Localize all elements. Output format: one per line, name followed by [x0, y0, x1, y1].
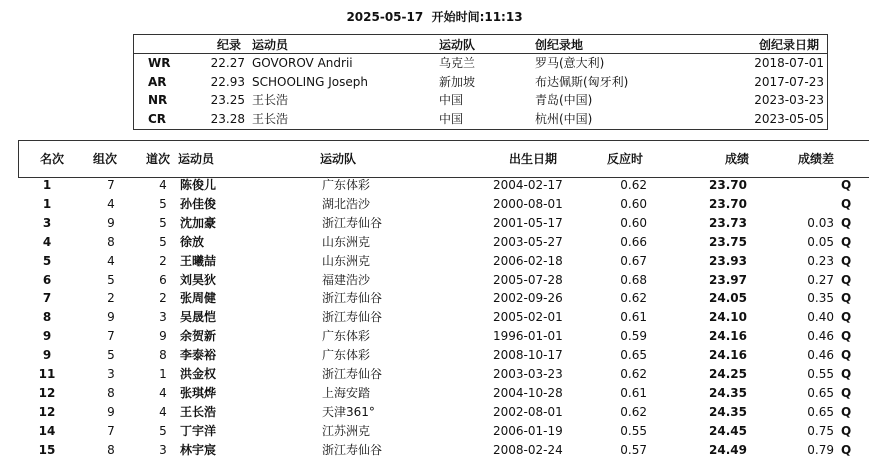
result-lane: 5: [159, 196, 167, 211]
record-team: 新加坡: [439, 74, 476, 89]
result-team: 浙江寿仙谷: [322, 310, 383, 325]
result-heat: 9: [107, 310, 115, 325]
result-rank: 6: [42, 272, 52, 287]
record-time: 22.27: [210, 56, 245, 70]
result-lane: 5: [159, 215, 167, 230]
result-diff: 0.79: [807, 442, 834, 457]
record-athlete: GOVOROV Andrii: [252, 56, 353, 70]
result-athlete: 沈加豪: [180, 215, 217, 230]
result-diff: 0.65: [807, 404, 834, 419]
record-code: CR: [148, 111, 167, 126]
record-row: [134, 91, 827, 109]
result-row: [0, 271, 869, 290]
result-row: [0, 308, 869, 327]
result-qualified: Q: [841, 291, 852, 306]
record-place: 青岛(中国): [535, 93, 593, 107]
result-lane: 9: [159, 329, 167, 344]
result-athlete: 张周健: [180, 291, 217, 306]
record-date: 2017-07-23: [754, 74, 824, 89]
record-code: NR: [148, 93, 168, 107]
record-row: [134, 110, 827, 128]
result-heat: 7: [107, 329, 115, 344]
result-team: 山东洲克: [322, 253, 371, 268]
result-reaction: 0.61: [620, 385, 647, 400]
records-col-team: 运动队: [439, 38, 476, 52]
result-team: 江苏洲克: [322, 423, 371, 438]
record-time: 23.28: [210, 111, 245, 126]
result-time: 24.25: [709, 367, 747, 381]
result-time: 24.35: [709, 385, 747, 400]
records-col-athlete: 运动员: [252, 38, 289, 52]
session-header: [0, 8, 869, 25]
result-qualified: Q: [841, 329, 852, 344]
record-time: 23.25: [210, 93, 245, 107]
record-athlete: 王长浩: [252, 111, 289, 126]
result-time: 23.70: [709, 178, 747, 192]
result-athlete: 孙佳俊: [180, 196, 217, 211]
result-team: 浙江寿仙谷: [322, 291, 383, 306]
result-reaction: 0.59: [620, 329, 647, 344]
result-birth: 2003-03-23: [493, 367, 563, 381]
result-time: 24.16: [709, 329, 747, 344]
result-row: [0, 346, 869, 365]
result-row: [0, 441, 869, 460]
result-diff: 0.03: [807, 215, 834, 230]
result-row: [0, 233, 869, 252]
result-athlete: 刘昊狄: [180, 272, 217, 287]
result-rank: 9: [42, 348, 52, 363]
result-athlete: 徐放: [180, 234, 205, 249]
record-date: 2018-07-01: [754, 56, 824, 70]
result-time: 24.49: [709, 442, 747, 457]
result-diff: 0.55: [807, 367, 834, 381]
result-lane: 3: [159, 310, 167, 325]
result-athlete: 王长浩: [180, 404, 217, 419]
record-row: [134, 54, 827, 72]
result-row: [0, 176, 869, 195]
result-row: [0, 252, 869, 271]
results-col-rank: 名次: [40, 152, 65, 166]
result-heat: 5: [107, 348, 115, 363]
result-row: [0, 195, 869, 214]
result-rank: 9: [42, 329, 52, 344]
result-time: 24.45: [709, 423, 747, 438]
result-team: 天津361°: [322, 404, 375, 419]
result-athlete: 吴晟恺: [180, 310, 217, 325]
result-time: 24.16: [709, 348, 747, 363]
result-row: [0, 214, 869, 233]
results-col-athlete: 运动员: [178, 152, 215, 166]
result-rank: 12: [38, 404, 56, 419]
result-reaction: 0.55: [620, 423, 647, 438]
result-lane: 8: [159, 348, 167, 363]
result-diff: 0.46: [807, 329, 834, 344]
record-athlete: 王长浩: [252, 93, 289, 107]
results-col-team: 运动队: [320, 152, 357, 166]
record-team: 乌克兰: [439, 56, 476, 70]
records-col-place: 创纪录地: [535, 38, 584, 52]
result-rank: 4: [42, 234, 52, 249]
result-qualified: Q: [841, 348, 852, 363]
result-rank: 5: [42, 253, 52, 268]
record-code: AR: [148, 74, 167, 89]
result-heat: 7: [107, 178, 115, 192]
result-reaction: 0.62: [620, 178, 647, 192]
result-team: 浙江寿仙谷: [322, 367, 383, 381]
record-place: 杭州(中国): [535, 111, 593, 126]
record-date: 2023-05-05: [754, 111, 824, 126]
result-time: 24.35: [709, 404, 747, 419]
result-lane: 4: [159, 178, 167, 192]
result-time: 23.97: [709, 272, 747, 287]
result-athlete: 余贺新: [180, 329, 217, 344]
result-birth: 2008-02-24: [493, 442, 563, 457]
result-row: [0, 327, 869, 346]
result-reaction: 0.57: [620, 442, 647, 457]
result-qualified: Q: [841, 442, 852, 457]
result-birth: 2008-10-17: [493, 348, 563, 363]
records-header: [134, 37, 827, 54]
result-heat: 8: [107, 442, 115, 457]
result-athlete: 陈俊儿: [180, 178, 217, 192]
result-heat: 9: [107, 215, 115, 230]
result-athlete: 洪金权: [180, 367, 217, 381]
result-birth: 2002-08-01: [493, 404, 563, 419]
result-lane: 4: [159, 404, 167, 419]
result-birth: 2004-02-17: [493, 178, 563, 192]
results-col-birth: 出生日期: [509, 152, 558, 166]
result-time: 23.75: [709, 234, 747, 249]
result-qualified: Q: [841, 404, 852, 419]
result-heat: 4: [107, 253, 115, 268]
result-rank: 15: [38, 442, 56, 457]
record-team: 中国: [439, 111, 464, 126]
record-place: 罗马(意大利): [535, 56, 605, 70]
result-athlete: 王曦喆: [180, 253, 217, 268]
result-row: [0, 365, 869, 384]
result-time: 23.93: [709, 253, 747, 268]
result-diff: 0.75: [807, 423, 834, 438]
result-qualified: Q: [841, 272, 852, 287]
result-heat: 8: [107, 385, 115, 400]
result-birth: 2004-10-28: [493, 385, 563, 400]
result-team: 福建浩沙: [322, 272, 371, 287]
result-time: 23.73: [709, 215, 747, 230]
result-rank: 3: [42, 215, 52, 230]
records-col-record: 纪录: [217, 38, 242, 52]
result-rank: 1: [42, 196, 52, 211]
result-qualified: Q: [841, 367, 852, 381]
results-col-heat: 组次: [93, 152, 118, 166]
result-birth: 1996-01-01: [493, 329, 563, 344]
session-date: 2025-05-17: [346, 10, 424, 24]
result-qualified: Q: [841, 253, 852, 268]
result-team: 广东体彩: [322, 178, 371, 192]
result-heat: 2: [107, 291, 115, 306]
result-qualified: Q: [841, 310, 852, 325]
result-qualified: Q: [841, 215, 852, 230]
result-lane: 3: [159, 442, 167, 457]
result-qualified: Q: [841, 234, 852, 249]
result-rank: 12: [38, 385, 56, 400]
result-diff: 0.40: [807, 310, 834, 325]
result-birth: 2000-08-01: [493, 196, 563, 211]
result-time: 24.10: [709, 310, 747, 325]
session-start-time: 开始时间:11:13: [431, 10, 523, 24]
result-row: [0, 289, 869, 308]
result-birth: 2006-02-18: [493, 253, 563, 268]
result-reaction: 0.61: [620, 310, 647, 325]
result-athlete: 丁宇洋: [180, 423, 217, 438]
result-birth: 2006-01-19: [493, 423, 563, 438]
result-row: [0, 422, 869, 441]
results-col-result: 成绩: [725, 152, 750, 166]
result-diff: 0.23: [807, 253, 834, 268]
result-heat: 8: [107, 234, 115, 249]
result-reaction: 0.62: [620, 367, 647, 381]
result-heat: 9: [107, 404, 115, 419]
record-time: 22.93: [210, 74, 245, 89]
record-place: 布达佩斯(匈牙利): [535, 74, 629, 89]
record-code: WR: [148, 56, 171, 70]
result-athlete: 李泰裕: [180, 348, 217, 363]
result-reaction: 0.60: [620, 215, 647, 230]
result-lane: 6: [159, 272, 167, 287]
result-birth: 2002-09-26: [493, 291, 563, 306]
result-lane: 2: [159, 291, 167, 306]
result-diff: 0.05: [807, 234, 834, 249]
result-birth: 2005-07-28: [493, 272, 563, 287]
result-diff: 0.65: [807, 385, 834, 400]
result-athlete: 林宇宸: [180, 442, 217, 457]
result-team: 湖北浩沙: [322, 196, 371, 211]
result-heat: 7: [107, 423, 115, 438]
record-date: 2023-03-23: [754, 93, 824, 107]
result-team: 广东体彩: [322, 348, 371, 363]
result-rank: 1: [42, 178, 52, 192]
result-time: 23.70: [709, 196, 747, 211]
result-rank: 8: [42, 310, 52, 325]
result-team: 浙江寿仙谷: [322, 442, 383, 457]
result-birth: 2003-05-27: [493, 234, 563, 249]
record-row: [134, 73, 827, 91]
result-team: 山东洲克: [322, 234, 371, 249]
result-lane: 2: [159, 253, 167, 268]
result-lane: 5: [159, 423, 167, 438]
result-team: 浙江寿仙谷: [322, 215, 383, 230]
result-lane: 4: [159, 385, 167, 400]
result-rank: 7: [42, 291, 52, 306]
result-team: 广东体彩: [322, 329, 371, 344]
result-row: [0, 403, 869, 422]
record-athlete: SCHOOLING Joseph: [252, 74, 368, 89]
result-reaction: 0.62: [620, 404, 647, 419]
results-col-reaction: 反应时: [607, 152, 644, 166]
result-heat: 5: [107, 272, 115, 287]
result-reaction: 0.60: [620, 196, 647, 211]
result-diff: 0.46: [807, 348, 834, 363]
result-row: [0, 384, 869, 403]
result-qualified: Q: [841, 423, 852, 438]
result-reaction: 0.65: [620, 348, 647, 363]
result-reaction: 0.68: [620, 272, 647, 287]
records-col-date: 创纪录日期: [759, 38, 820, 52]
result-qualified: Q: [841, 385, 852, 400]
result-reaction: 0.66: [620, 234, 647, 249]
result-heat: 3: [107, 367, 115, 381]
result-qualified: Q: [841, 196, 852, 211]
results-col-diff: 成绩差: [798, 152, 835, 166]
result-lane: 1: [159, 367, 167, 381]
result-qualified: Q: [841, 178, 852, 192]
results-header: [18, 140, 869, 178]
result-heat: 4: [107, 196, 115, 211]
result-diff: 0.27: [807, 272, 834, 287]
result-rank: 14: [38, 423, 56, 438]
records-table: [133, 34, 828, 130]
result-birth: 2001-05-17: [493, 215, 563, 230]
results-col-lane: 道次: [146, 152, 171, 166]
record-team: 中国: [439, 93, 464, 107]
result-diff: 0.35: [807, 291, 834, 306]
result-time: 24.05: [709, 291, 747, 306]
result-team: 上海安踏: [322, 385, 371, 400]
result-birth: 2005-02-01: [493, 310, 563, 325]
result-athlete: 张琪烨: [180, 385, 217, 400]
result-lane: 5: [159, 234, 167, 249]
result-reaction: 0.67: [620, 253, 647, 268]
result-reaction: 0.62: [620, 291, 647, 306]
result-rank: 11: [38, 367, 56, 381]
